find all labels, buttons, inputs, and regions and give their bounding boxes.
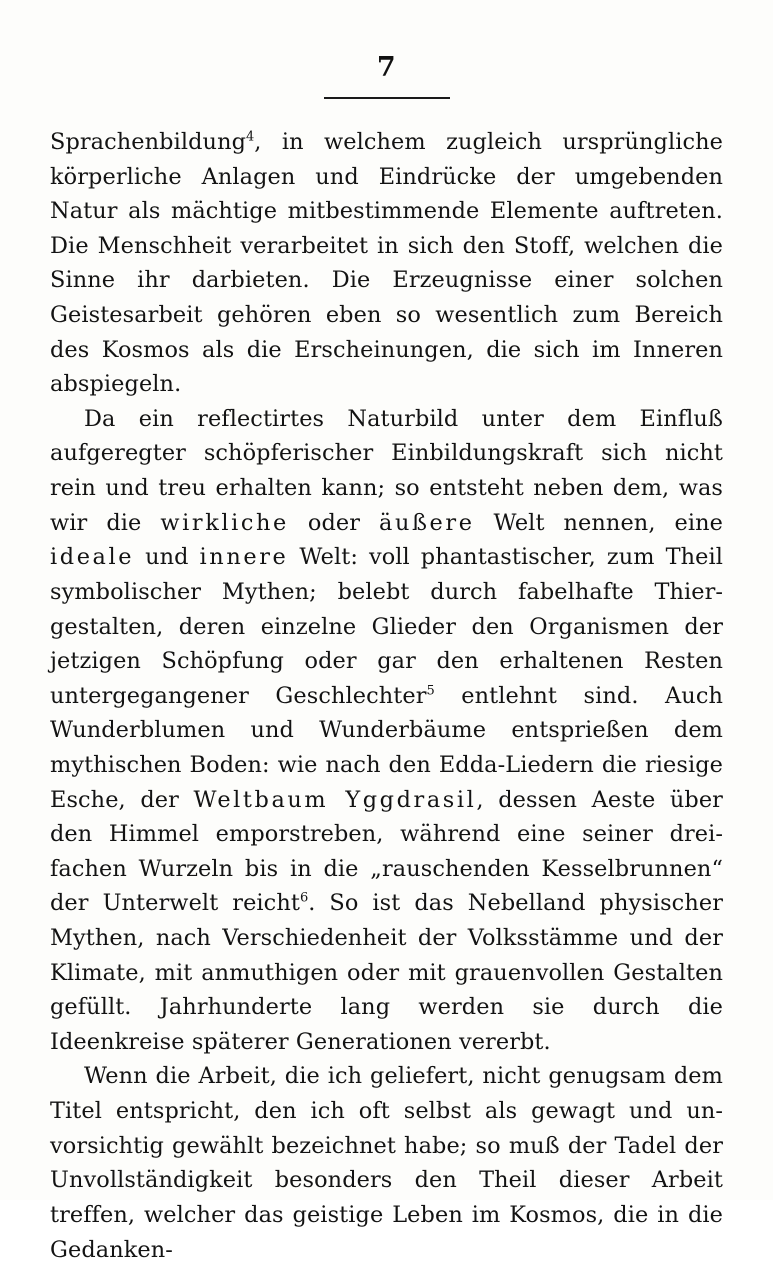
emphasis-letterspaced: wirkliche: [160, 509, 289, 536]
emphasis-letterspaced: äußere: [379, 509, 475, 536]
header-rule-container: [28, 97, 745, 99]
emphasis-letterspaced: Weltbaum Yggdrasil: [193, 786, 477, 813]
paragraph-3: Wenn die Arbeit, die ich geliefert, nicht genugsam dem Titel entspricht, den ich oft selbst als gewagt und unvorsichtig gewählt bezeichnet habe; so muß der Tadel der Unvollständigkeit besonders den Theil dieser Arbeit treffen, welcher das geistige Leben im Kosmos, die in die Gedanken-: [50, 1063, 723, 1263]
header-rule: [324, 97, 450, 99]
paragraph-2: Da ein reflectirtes Naturbild unter dem Einfluß aufgeregter schöpferischer Einbildungskraft sich nicht rein und treu erhalten kann; so entsteht neben dem, was wir die wirkliche oder äußere Welt nennen, eine ideale und innere Welt: voll phantastischer, zum Theil symbolischer Mythen; belebt durch fabelhafte Thiergestalten, deren einzelne Glieder den Organismen der jetzigen Schöpfung oder gar den erhaltenen Resten untergegangener Geschlechter$^5$ entlehnt sind. Auch Wunderblumen und Wunderbäume entsprießen dem mythischen Boden: wie nach den Edda-Liedern die riesige Esche, der Weltbaum Yggdrasil, dessen Aeste über den Himmel emporstreben, während eine seiner dreifachen Wurzeln bis in die „rauschenden Kesselbrunnen“ der Unterwelt reicht$^6$. So ist das Nebelland physischer Mythen, nach Verschiedenheit der Volksstämme und der Klimate, mit anmuthigen oder mit grauenvollen Gestalten gefüllt. Jahrhunderte lang werden sie durch die Ideenkreise späterer Generationen vererbt.: [50, 405, 723, 1055]
paragraph-1: Sprachenbildung$^4$, in welchem zugleich ursprüngliche körperliche Anlagen und Eindrücke der umgebenden Natur als mächtige mitbestimmende Elemente auftreten. Die Menschheit verarbeitet in sich den Stoff, welchen die Sinne ihr darbieten. Die Erzeugnisse einer solchen Geistesarbeit gehören eben so wesentlich zum Bereich des Kosmos als die Erscheinungen, die sich im Inneren abspiegeln.: [50, 129, 723, 398]
page-number: 7: [376, 52, 397, 83]
page-body-text: [28, 125, 745, 1267]
emphasis-letterspaced: ideale: [50, 544, 135, 571]
footnote-marker: 4: [246, 129, 255, 145]
emphasis-letterspaced: innere: [199, 544, 289, 571]
footnote-marker: 6: [299, 890, 309, 906]
footnote-marker: 5: [426, 683, 435, 699]
